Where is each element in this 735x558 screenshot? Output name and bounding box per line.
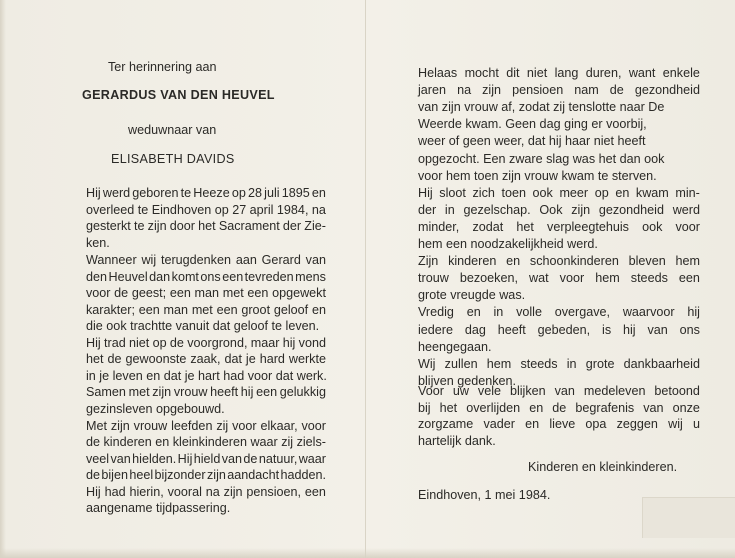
text-line: blijven gedenken. xyxy=(418,373,517,388)
card-fold-line xyxy=(365,0,366,558)
text-line: Hij werd geboren te Heeze op 28 juli 1895 en xyxy=(86,186,326,200)
paper-patch xyxy=(642,497,735,538)
text-line: Met zijn vrouw leefden zij voor elkaar, voor xyxy=(86,418,326,433)
text-line: het de gewoonste zaak, dat je hard werkte xyxy=(86,352,326,367)
card-edge-shadow xyxy=(0,0,6,558)
text-line: de kinderen en kleinkinderen waar zij ziels- xyxy=(86,435,326,450)
text-line: opgezocht. Een zware slag was het dan ook xyxy=(418,151,665,166)
text-line: aangename tijdpassering. xyxy=(86,501,231,516)
text-line: gezinsleven opgebouwd. xyxy=(86,401,225,416)
text-line: Vredig en in volle overgave, waarvoor hij xyxy=(418,305,700,320)
relation-line: weduwnaar van xyxy=(128,123,217,137)
text-line: karakter; een man met een groot geloof en xyxy=(86,302,326,317)
text-line: voor hem toen zijn vrouw kwam te sterven. xyxy=(418,168,657,183)
signature-line: Kinderen en kleinkinderen. xyxy=(528,460,678,474)
text-line: Samen met zijn vrouw heeft hij een gelukkig xyxy=(86,385,326,400)
text-line: ken. xyxy=(86,235,110,250)
text-line: die ook trachtte vanuit dat geloof te leven. xyxy=(86,319,320,334)
text-line: Wij zullen hem steeds in grote dankbaarheid xyxy=(418,356,700,371)
text-line: bij het overlijden en de begrafenis van onze xyxy=(418,400,700,415)
card-bottom-shadow xyxy=(0,548,735,558)
text-line: in je leven en dat je hart had voor dat werk. xyxy=(86,368,327,383)
text-line: iedere dag heeft gebeden, is hij van ons xyxy=(418,322,700,337)
text-line: den Heuvel dan komt ons een tevreden mens xyxy=(86,269,326,284)
text-line: grote vreugde was. xyxy=(418,288,526,303)
text-line: veel van hielden. Hij hield van de natuur, waar xyxy=(86,451,326,466)
text-line: jaren na zijn pensioen nam de gezondheid xyxy=(418,83,700,98)
text-line: Weerde kwam. Geen dag ging er voorbij, xyxy=(418,117,647,132)
text-line: Hij sloot zich toen ook meer op en kwam min- xyxy=(418,185,700,200)
text-line: Hij trad niet op de voorgrond, maar hij vond xyxy=(86,335,326,350)
text-line: der in gezelschap. Ook zijn gezondheid werd xyxy=(418,202,700,217)
text-line: voor de geest; een man met een opgewekt xyxy=(86,286,326,301)
text-line: de bijen heel bijzonder zijn aandacht hadden. xyxy=(86,468,326,483)
text-line: minder, zodat het verpleegtehuis ook voor xyxy=(418,219,700,234)
spouse-name: ELISABETH DAVIDS xyxy=(111,152,235,166)
text-line: zorgzame vader en lieve opa zeggen wij u xyxy=(418,417,700,432)
place-date-line: Eindhoven, 1 mei 1984. xyxy=(418,488,551,502)
text-line: Voor uw vele blijken van medeleven betoond xyxy=(418,384,700,398)
text-line: weer of geen weer, dat hij haar niet heeft xyxy=(418,134,646,149)
text-line: heengegaan. xyxy=(418,339,492,354)
text-line: trouw bezoeken, wat voor hem steeds een xyxy=(418,271,700,286)
text-line: overleed te Eindhoven op 27 april 1984, na xyxy=(86,202,326,217)
text-line: Helaas mocht dit niet lang duren, want enkele xyxy=(418,66,700,80)
text-line: hartelijk dank. xyxy=(418,433,496,448)
text-line: Zijn kinderen en schoonkinderen bleven hem xyxy=(418,254,700,269)
intro-line: Ter herinnering aan xyxy=(108,60,217,74)
text-line: van zijn vrouw af, zodat zij tenslotte naar De xyxy=(418,100,665,115)
text-line: gesterkt te zijn door het Sacrament der Zie- xyxy=(86,219,326,234)
text-line: Hij had hierin, vooral na zijn pensioen, een xyxy=(86,484,326,499)
text-line: Wanneer wij terugdenken aan Gerard van xyxy=(86,253,326,267)
deceased-name: GERARDUS VAN DEN HEUVEL xyxy=(82,88,275,102)
text-line: hem een noodzakelijkheid werd. xyxy=(418,237,598,251)
